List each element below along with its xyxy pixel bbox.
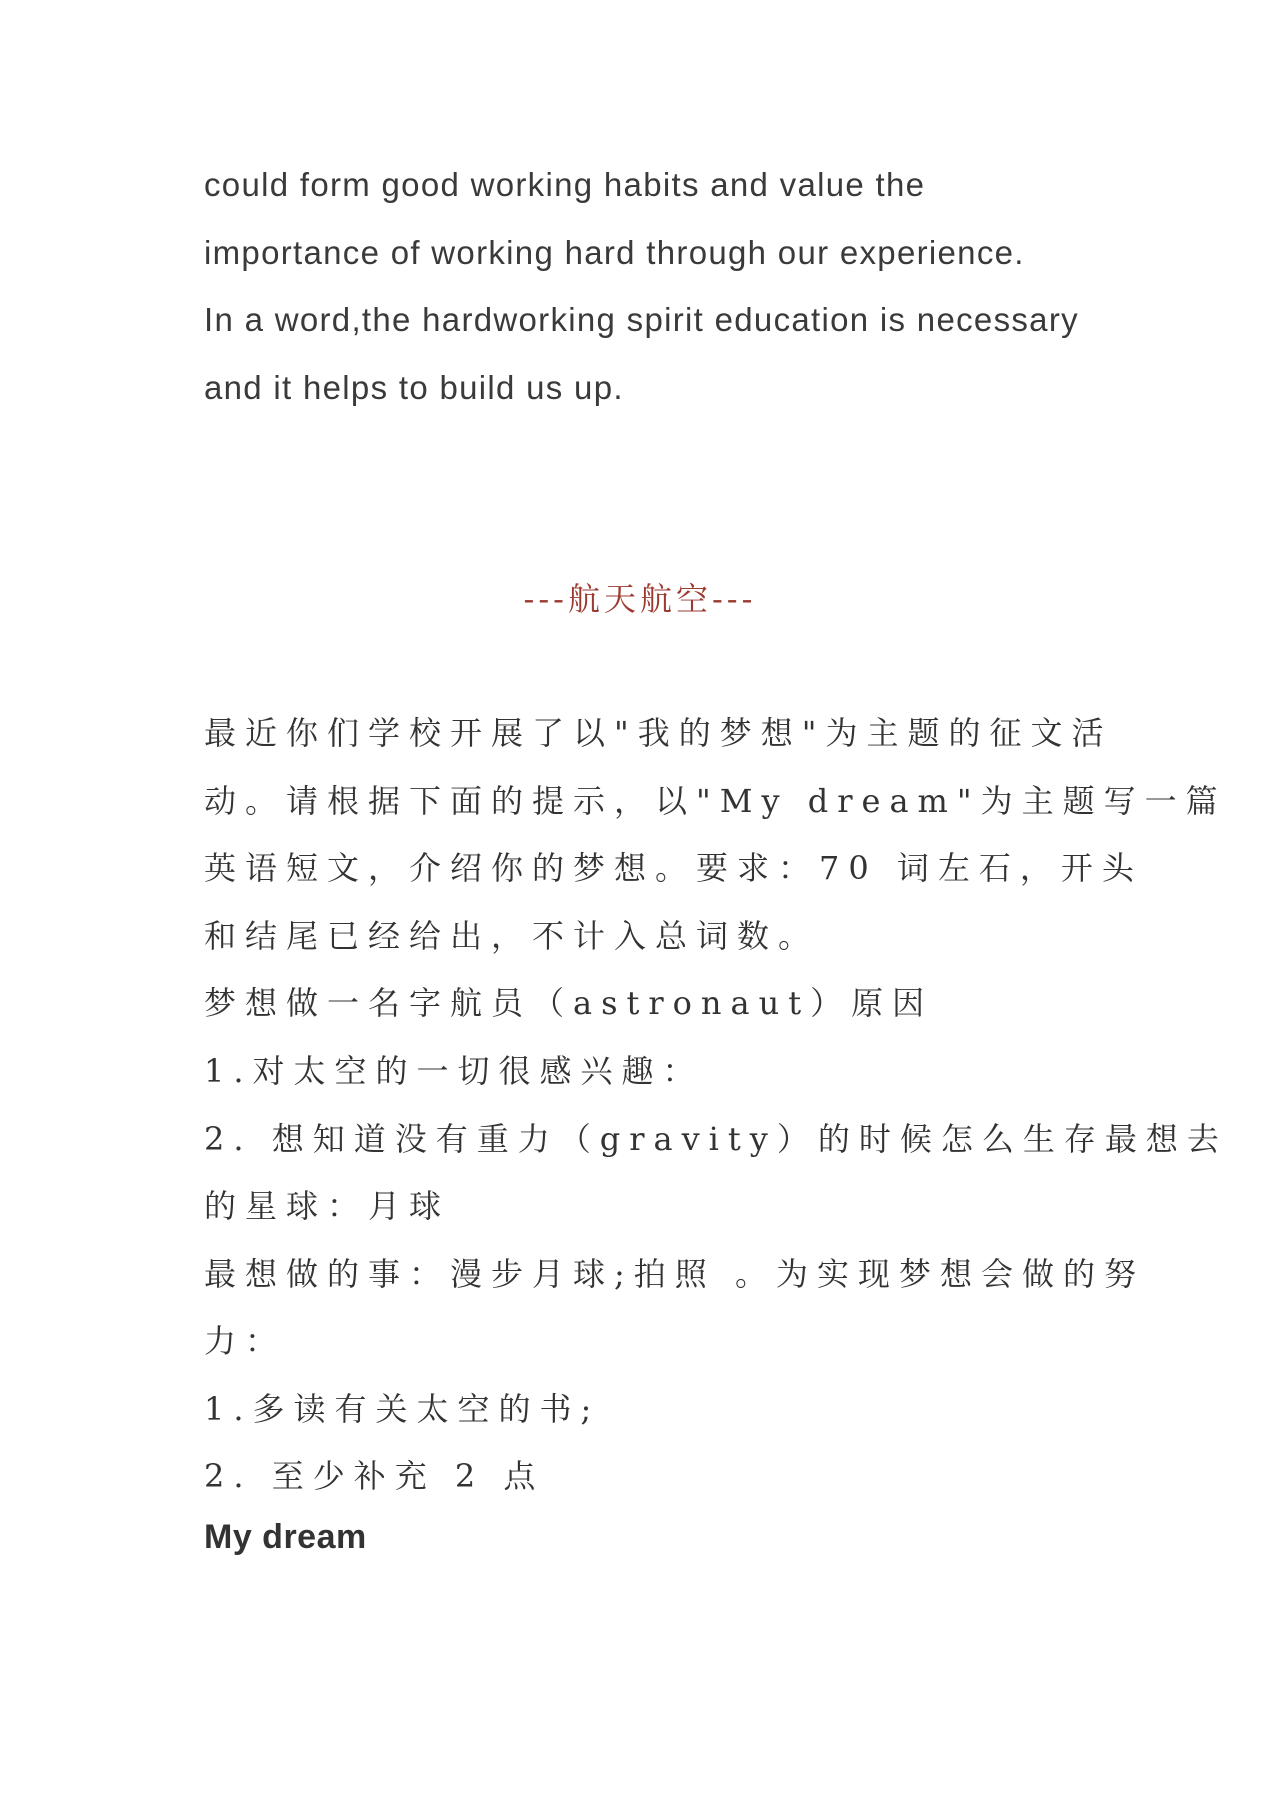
prompt-line-4: 和结尾已经给出，不计入总词数。	[204, 917, 820, 955]
prompt-line-6: 1.对太空的一切很感兴趣：	[204, 1052, 704, 1090]
prompt-line-10: 力：	[204, 1322, 287, 1360]
prompt-line-8: 的星球：月球	[204, 1187, 451, 1225]
prompt-line-7: 2. 想知道没有重力（gravity）的时候怎么生存最想去	[204, 1120, 1228, 1158]
essay-title: My dream	[204, 1518, 367, 1556]
prompt-line-9: 最想做的事：漫步月球;拍照 。为实现梦想会做的努	[204, 1255, 1145, 1293]
section-heading: ---航天航空---	[523, 580, 757, 618]
prompt-line-11: 1.多读有关太空的书;	[204, 1390, 601, 1428]
prompt-line-1: 最近你们学校开展了以"我的梦想"为主题的征文活	[204, 714, 1113, 752]
prompt-line-2: 动。请根据下面的提示，以"My dream"为主题写一篇	[204, 782, 1227, 820]
english-paragraph-line-3: In a word,the hardworking spirit education is necessary	[204, 301, 1079, 338]
english-paragraph-line-2: importance of working hard through our experience.	[204, 234, 1025, 271]
english-paragraph-line-4: and it helps to build us up.	[204, 369, 624, 406]
prompt-line-12: 2. 至少补充 2 点	[204, 1457, 545, 1495]
english-paragraph-line-1: could form good working habits and value the	[204, 166, 926, 203]
prompt-line-3: 英语短文，介绍你的梦想。要求：70 词左石，开头	[204, 849, 1143, 887]
prompt-line-5: 梦想做一名字航员（astronaut）原因	[204, 984, 934, 1022]
